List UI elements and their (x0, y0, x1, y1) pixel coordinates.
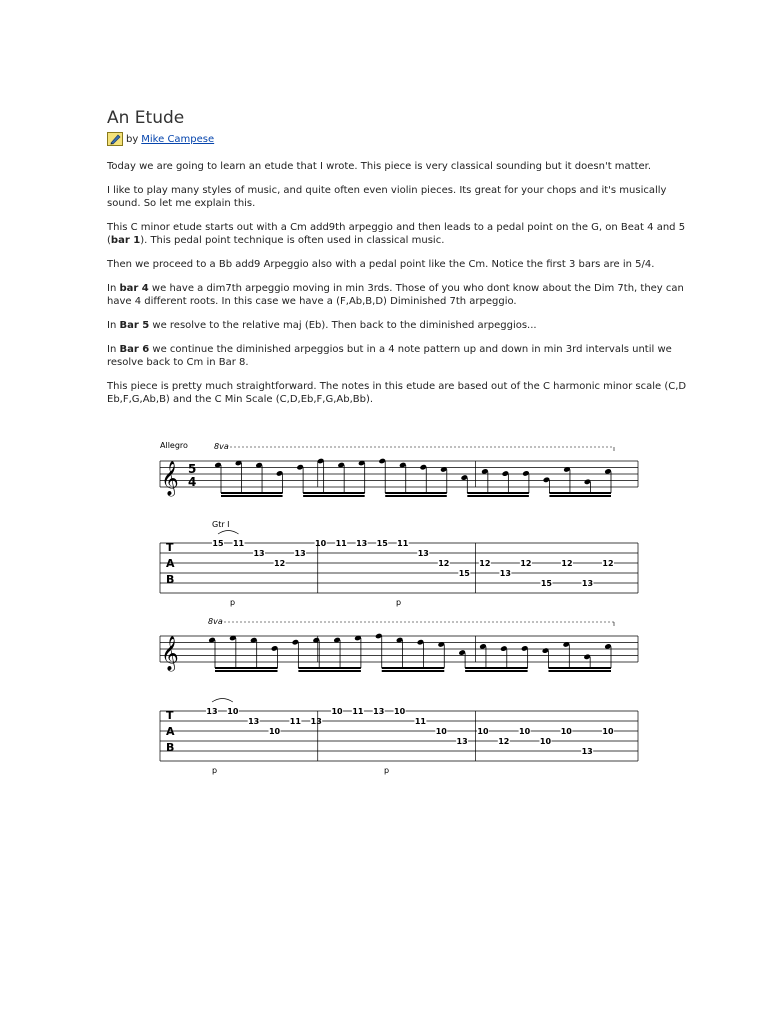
tab-system-2 (158, 616, 640, 776)
byline (107, 132, 687, 146)
tab-fret-number: 10 (394, 707, 406, 716)
tab-fret-number: 13 (499, 569, 511, 578)
slur-arc (218, 531, 239, 535)
ottava-marking: 8va (208, 617, 223, 626)
tab-fret-number: 13 (456, 737, 468, 746)
tab-fret-number: 10 (331, 707, 343, 716)
tab-fret-number: 15 (212, 539, 224, 548)
paragraph (107, 160, 687, 173)
paragraph (107, 221, 687, 247)
tab-fret-number: 10 (315, 539, 327, 548)
tab-fret-number: 11 (352, 707, 364, 716)
pick-mark: p (230, 598, 236, 607)
paragraph-text: ). This pedal point technique is often used in classical music. (140, 235, 445, 246)
pick-mark: p (396, 598, 402, 607)
bar-reference: Bar 6 (119, 344, 150, 355)
bar-reference: Bar 5 (119, 320, 150, 331)
paragraph (107, 319, 687, 332)
tempo-marking: Allegro (160, 441, 188, 450)
time-signature-bottom: 4 (188, 475, 197, 489)
tab-fret-number: 10 (560, 727, 572, 736)
tab-fret-number: 12 (561, 559, 573, 568)
paragraph-text: In (107, 283, 120, 294)
paragraph-text: In (107, 320, 120, 331)
pick-mark: p (384, 766, 390, 775)
time-signature-top: 5 (188, 462, 197, 476)
tab-fret-number: 12 (602, 559, 614, 568)
tab-fret-number: 11 (289, 717, 301, 726)
paragraph-text: we have a dim7th arpeggio moving in min 3rds. Those of you who dont know about the Dim 7th, they can have 4 different roots. In this case we have a (F,Ab,B,D) Diminished 7th arpeggio. (107, 283, 684, 307)
paragraph-text: Today we are going to learn an etude that I wrote. This piece is very classical sounding but it doesn't matter. (107, 161, 652, 172)
score-svg-1 (158, 436, 640, 608)
score-svg-2 (158, 616, 640, 776)
tab-fret-number: 11 (397, 539, 409, 548)
pick-mark: p (212, 766, 218, 775)
guitar-label: Gtr I (212, 520, 230, 529)
author-link[interactable]: Mike Campese (141, 133, 215, 145)
tab-letter: T (166, 709, 174, 722)
article-body (107, 160, 687, 406)
tab-fret-number: 11 (414, 717, 426, 726)
paragraph (107, 282, 687, 308)
paragraph (107, 258, 687, 271)
tab-fret-number: 15 (376, 539, 388, 548)
paragraph-text: This piece is pretty much straightforward. The notes in this etude are based out of the C harmonic minor scale (C,D Eb,F,G,Ab,B) and the C Min Scale (C,D,Eb,F,G,Ab,Bb). (107, 381, 687, 405)
tab-fret-number: 12 (274, 559, 286, 568)
tab-letter: B (166, 573, 175, 586)
paragraph (107, 343, 687, 369)
paragraph-text: This C minor etude starts out with a Cm add9th arpeggio and then leads to a pedal point on the G, on Beat 4 and 5 ( (107, 222, 686, 246)
bar-reference: bar 4 (119, 283, 149, 294)
tab-fret-number: 15 (458, 569, 470, 578)
tab-fret-number: 10 (602, 727, 614, 736)
page-title: An Etude (107, 108, 185, 128)
tab-fret-number: 12 (438, 559, 450, 568)
paragraph-text: In (107, 344, 120, 355)
tab-fret-number: 10 (539, 737, 552, 746)
ottava-marking: 8va (214, 442, 229, 451)
byline-prefix: by (126, 133, 139, 145)
tab-fret-number: 13 (581, 747, 593, 756)
paragraph-text: Then we proceed to a Bb add9 Arpeggio also with a pedal point like the Cm. Notice the first 3 bars are in 5/4. (107, 259, 655, 270)
tab-fret-number: 13 (310, 717, 322, 726)
tab-fret-number: 13 (417, 549, 429, 558)
tab-fret-number: 13 (581, 579, 594, 588)
paragraph (107, 184, 687, 210)
tab-fret-number: 10 (519, 727, 531, 736)
tab-letter: A (166, 557, 175, 570)
paragraph-text: we continue the diminished arpeggios but in a 4 note pattern up and down in min 3rd intervals until we resolve back to Cm in Bar 8. (107, 344, 672, 368)
tab-fret-number: 13 (248, 717, 260, 726)
paragraph (107, 380, 687, 406)
tab-fret-number: 12 (498, 737, 510, 746)
tab-fret-number: 13 (294, 549, 306, 558)
tab-fret-number: 11 (232, 539, 245, 548)
tab-fret-number: 12 (520, 559, 532, 568)
tab-fret-number: 13 (373, 707, 385, 716)
tab-fret-number: 13 (356, 539, 368, 548)
paragraph-text: we resolve to the relative maj (Eb). Then back to the diminished arpeggios... (149, 320, 537, 331)
paragraph-text: I like to play many styles of music, and quite often even violin pieces. Its great for your chops and it's musically sound. So let me explain this. (107, 185, 667, 209)
tab-system-1 (158, 436, 640, 608)
treble-clef-icon: 𝄞 (161, 461, 179, 496)
tab-fret-number: 12 (479, 559, 491, 568)
slur-arc (212, 699, 233, 703)
tab-letter: A (166, 725, 175, 738)
tab-fret-number: 13 (206, 707, 218, 716)
article (107, 108, 687, 417)
treble-clef-icon: 𝄞 (161, 636, 179, 671)
tab-fret-number: 15 (540, 579, 552, 588)
bar-reference: bar 1 (110, 235, 141, 246)
tab-fret-number: 13 (253, 549, 265, 558)
tab-fret-number: 11 (335, 539, 347, 548)
tab-fret-number: 10 (435, 727, 447, 736)
edit-pen-icon (107, 132, 123, 146)
tab-fret-number: 10 (477, 727, 489, 736)
tab-letter: B (166, 741, 175, 754)
tab-letter: T (166, 541, 174, 554)
tab-fret-number: 10 (227, 707, 239, 716)
tab-fret-number: 10 (268, 727, 281, 736)
